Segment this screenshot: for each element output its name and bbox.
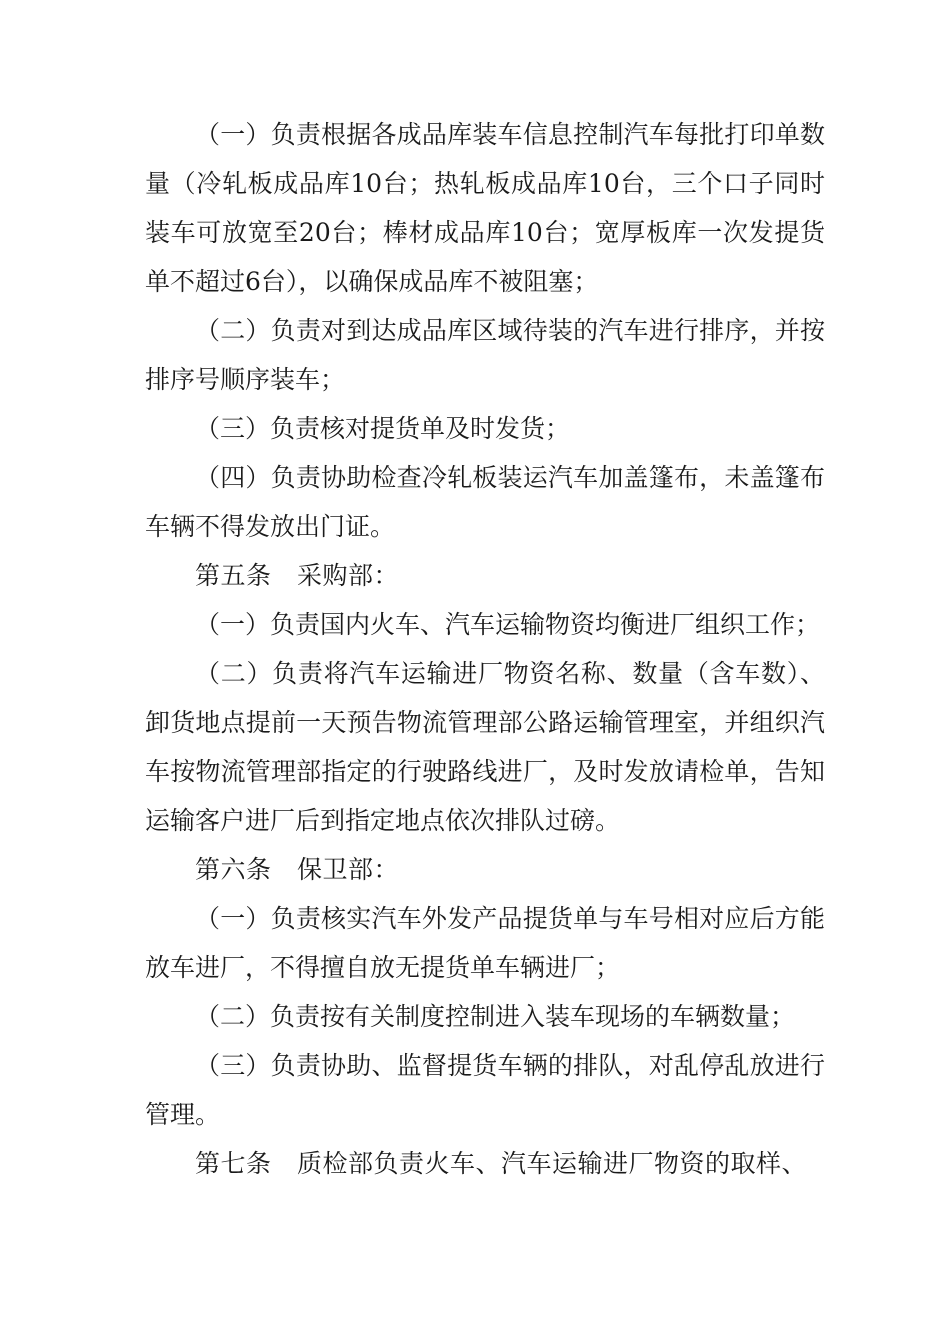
paragraph-1: （一）负责根据各成品库装车信息控制汽车每批打印单数量（冷轧板成品库10台；热轧板成品库10台，三个口子同时装车可放宽至20台；棒材成品库10台；宽厚板库一次发提货单不超过6台），以确保成品库不被阻塞； bbox=[145, 120, 825, 296]
paragraph-7: （二）负责将汽车运输进厂物资名称、数量（含车数）、卸货地点提前一天预告物流管理部公路运输管理室，并组织汽车按物流管理部指定的行驶路线进厂，及时发放请检单，告知运输客户进厂后到指定地点依次排队过磅。 bbox=[145, 659, 825, 835]
document-body bbox=[145, 110, 825, 1188]
article-5-heading: 第五条 采购部： bbox=[195, 561, 400, 590]
article-7-heading: 第七条 质检部负责火车、汽车运输进厂物资的取样、 bbox=[195, 1149, 808, 1178]
paragraph-10: （二）负责按有关制度控制进入装车现场的车辆数量； bbox=[195, 1002, 796, 1031]
paragraph-3: （三）负责核对提货单及时发货； bbox=[195, 414, 571, 443]
paragraph-9: （一）负责核实汽车外发产品提货单与车号相对应后方能放车进厂，不得擅自放无提货单车辆进厂； bbox=[145, 904, 825, 982]
paragraph-4: （四）负责协助检查冷轧板装运汽车加盖篷布，未盖篷布车辆不得发放出门证。 bbox=[145, 463, 825, 541]
paragraph-11: （三）负责协助、监督提货车辆的排队，对乱停乱放进行管理。 bbox=[145, 1051, 825, 1129]
paragraph-6: （一）负责国内火车、汽车运输物资均衡进厂组织工作； bbox=[195, 610, 821, 639]
paragraph-2: （二）负责对到达成品库区域待装的汽车进行排序，并按排序号顺序装车； bbox=[145, 316, 825, 394]
article-6-heading: 第六条 保卫部： bbox=[195, 855, 400, 884]
